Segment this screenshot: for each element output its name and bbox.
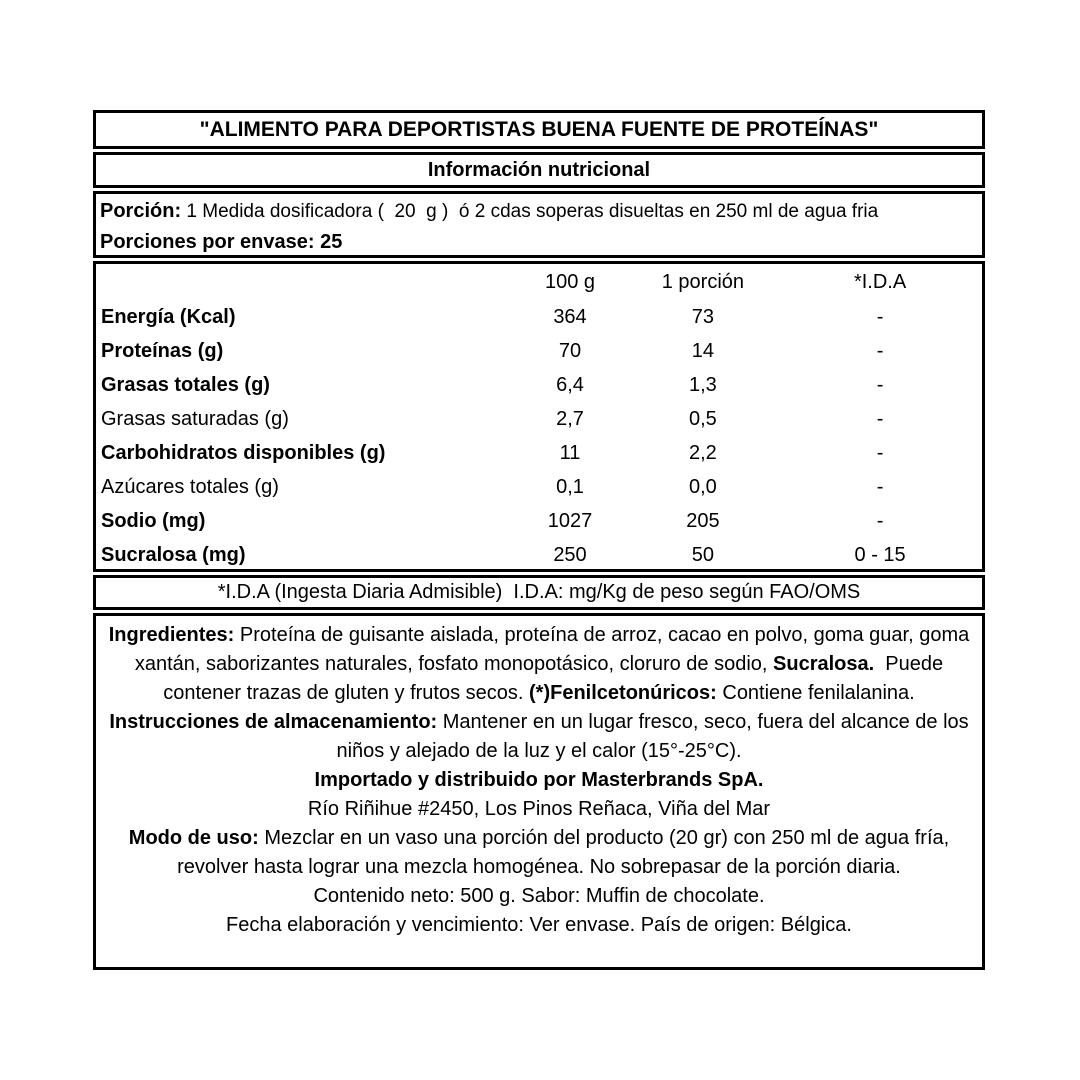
serving-size-value: 1 Medida dosificadora ( 20 g ) ó 2 cdas soperas disueltas en 250 ml de agua fria: [181, 201, 879, 222]
ida-footnote-text: *I.D.A (Ingesta Diaria Admisible) I.D.A: mg/Kg de peso según FAO/OMS: [217, 581, 861, 603]
serving-size-line: [100, 196, 979, 227]
footer-text: Mezclar en un vaso una porción del producto (20 gr) con 250 ml de agua fría, revolver hasta lograr una mezcla homogénea. No sobrepasar de la porción diaria.: [177, 827, 955, 878]
table-row: [96, 300, 982, 334]
footer-bold-text: Instrucciones de almacenamiento:: [109, 711, 438, 733]
nutrient-name: Proteínas (g): [101, 339, 224, 362]
servings-per-container-line: Porciones por envase: 25: [100, 231, 343, 253]
value-100g: 11: [559, 441, 581, 464]
footer-paragraph: [102, 621, 976, 708]
value-ida: -: [876, 475, 884, 498]
value-ida: -: [876, 441, 884, 464]
table-row: [96, 436, 982, 470]
table-row: [96, 334, 982, 368]
footer-text: Proteína de guisante aislada, proteína de arroz, cacao en polvo, goma guar, goma xantán, saborizantes naturales, fosfato monopotásico, cloruro de sodio,: [134, 624, 975, 675]
column-header-ida: *I.D.A: [853, 270, 907, 293]
nutrient-name: Carbohidratos disponibles (g): [101, 441, 386, 464]
footer-paragraph: [102, 795, 976, 824]
footer-text: Fecha elaboración y vencimiento: Ver envase. País de origen: Bélgica.: [226, 914, 852, 936]
nutrition-label: [93, 110, 985, 970]
nutrient-name: Azúcares totales (g): [101, 475, 279, 498]
nutrient-name: Sodio (mg): [101, 509, 206, 532]
footer-text: Contiene fenilalanina.: [716, 682, 915, 704]
ida-footnote: [93, 575, 985, 610]
value-100g: 6,4: [556, 373, 584, 396]
nutrition-info-header: [93, 152, 985, 188]
value-100g: 364: [553, 305, 587, 328]
footer-bold-text: Sucralosa.: [773, 653, 875, 675]
column-header-100g: 100 g: [544, 270, 596, 293]
nutrient-name: Energía (Kcal): [101, 305, 236, 328]
value-ida: -: [876, 509, 884, 532]
table-row: [96, 538, 982, 572]
table-row: [96, 402, 982, 436]
value-portion: 205: [686, 509, 720, 532]
value-ida: -: [876, 407, 884, 430]
table-row: [96, 470, 982, 504]
value-portion: 2,2: [688, 441, 717, 464]
value-100g: 2,7: [556, 407, 584, 430]
footer-paragraph: [102, 824, 976, 882]
footer-paragraph: [102, 708, 976, 766]
table-row: [96, 368, 982, 402]
serving-info-section: [93, 191, 985, 258]
value-ida: -: [876, 339, 884, 362]
nutrition-table: [96, 264, 982, 572]
nutrient-name: Grasas saturadas (g): [101, 407, 289, 430]
value-portion: 73: [691, 305, 715, 328]
serving-size-label: Porción:: [100, 200, 182, 222]
footer-paragraph: [102, 911, 976, 940]
footer-paragraph: [102, 882, 976, 911]
value-ida: -: [876, 305, 884, 328]
value-portion: 14: [691, 339, 715, 362]
footer-text: Río Riñihue #2450, Los Pinos Reñaca, Viña del Mar: [307, 798, 771, 820]
column-header-empty: [96, 264, 512, 300]
value-100g: 70: [558, 339, 582, 362]
product-claim-text: "ALIMENTO PARA DEPORTISTAS BUENA FUENTE DE PROTEÍNAS": [199, 117, 879, 141]
footer-text: Contenido neto: 500 g. Sabor: Muffin de chocolate.: [313, 885, 765, 907]
column-header-portion: 1 porción: [661, 270, 745, 293]
value-portion: 50: [691, 543, 715, 566]
value-portion: 1,3: [688, 373, 717, 396]
value-ida: -: [876, 373, 884, 396]
value-portion: 0,0: [688, 475, 717, 498]
footer-paragraph: [102, 766, 976, 795]
nutrition-table-section: [93, 261, 985, 572]
footer-text: Puede contener trazas de gluten y frutos secos.: [163, 653, 949, 704]
footer-bold-text: (*)Fenilcetonúricos:: [529, 682, 717, 704]
table-row: [96, 504, 982, 538]
nutrition-info-title: Información nutricional: [427, 158, 651, 181]
value-ida: 0 - 15: [854, 543, 906, 566]
product-claim-banner: [93, 110, 985, 149]
table-header-row: [96, 264, 982, 300]
footer-bold-text: Ingredientes:: [108, 624, 235, 646]
value-100g: 250: [553, 543, 587, 566]
value-100g: 1027: [547, 509, 593, 532]
footer-text: Mantener en un lugar fresco, seco, fuera del alcance de los niños y alejado de la luz y el calor (15°-25°C).: [336, 711, 975, 762]
value-portion: 0,5: [688, 407, 717, 430]
footer-bold-text: Importado y distribuido por Masterbrands SpA.: [314, 769, 764, 791]
details-section: [93, 613, 985, 970]
nutrient-name: Grasas totales (g): [101, 373, 270, 396]
nutrient-name: Sucralosa (mg): [101, 543, 246, 566]
footer-bold-text: Modo de uso:: [128, 827, 259, 849]
value-100g: 0,1: [556, 475, 584, 498]
